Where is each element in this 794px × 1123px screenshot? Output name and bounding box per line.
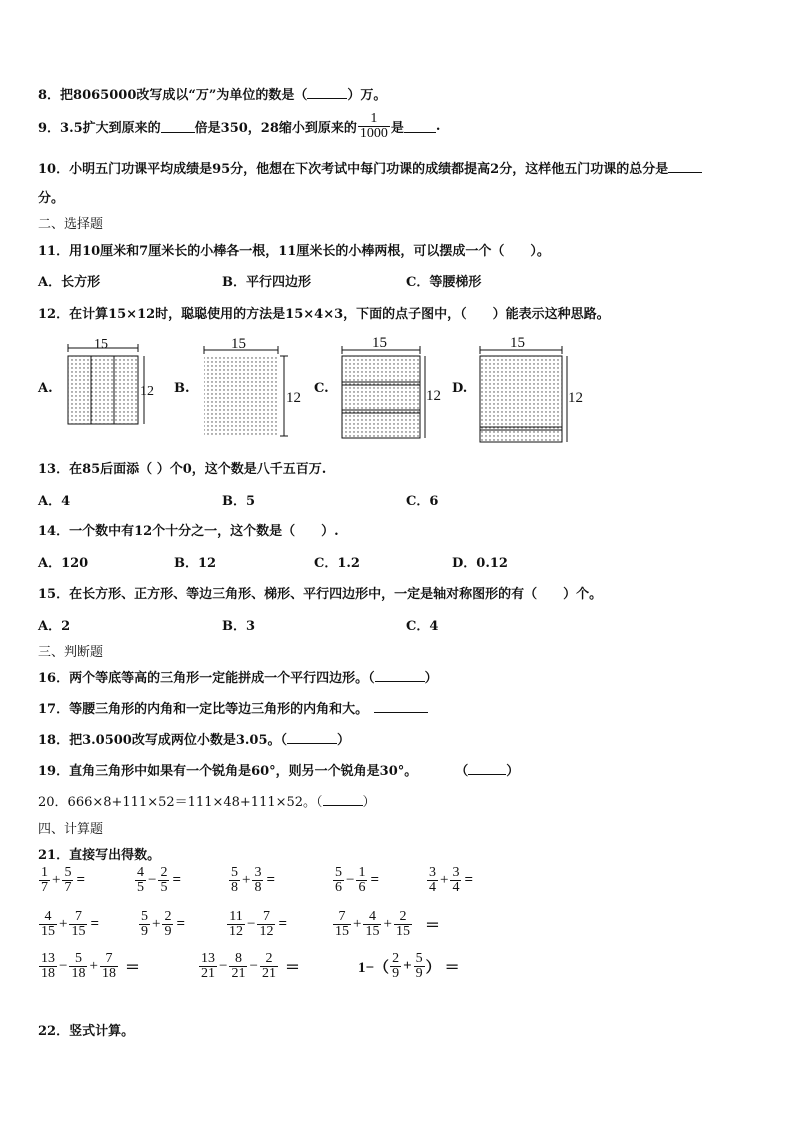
option-b[interactable]: B．3 [222,619,256,634]
answer-blank[interactable] [668,161,702,173]
dot-grid-figure-b[interactable] [198,332,310,444]
question-19: 19．直角三角形中如果有一个锐角是60°，则另一个锐角是30°。 （ ） [38,764,520,779]
option-b[interactable]: B. [174,381,190,396]
answer-blank[interactable] [161,121,195,133]
calc-expression: $\frac{13}{21}$ − $\frac{8}{21}$ − $\frac{2}{21}$ ＝ [201,951,300,981]
answer-blank[interactable] [287,732,337,744]
question-14: 14．一个数中有12个十分之一，这个数是（ ）. [38,524,339,539]
question-15: 15．在长方形、正方形、等边三角形、梯形、平行四边形中，一定是轴对称图形的有（ ）个。 [38,587,603,602]
calc-expression: $\frac{7}{15}$ + $\frac{4}{15}$ + $\frac{2}{15}$ ＝ [335,909,440,939]
answer-blank[interactable] [374,701,428,713]
answer-blank[interactable] [307,87,347,99]
question-18: 18．把3.0500改写成两位小数是3.05。（ ） [38,733,351,748]
option-d[interactable]: D. [452,381,468,396]
answer-blank[interactable] [323,794,363,806]
question-8: 8．把8065000改写成以“万”为单位的数是（ ）万。 [38,88,387,103]
calc-expression: $\frac{3}{4}$ + $\frac{3}{4}$ = [429,865,474,895]
question-20: 20．666×8+111×52＝111×48+111×52。（ ） [38,795,376,810]
answer-blank[interactable] [404,121,436,133]
option-b[interactable]: B．平行四边形 [222,275,311,290]
height-label: 12 [426,388,441,404]
calc-expression: $\frac{5}{8}$ + $\frac{3}{8}$ = [231,865,276,895]
option-a[interactable]: A．2 [38,619,71,634]
section-heading: 二、选择题 [38,217,104,232]
option-b[interactable]: B．12 [174,556,217,571]
option-c[interactable]: C．1.2 [314,556,360,571]
question-10: 10．小明五门功课平均成绩是95分，他想在下次考试中每门功课的成绩都提高2分，这样他五门功课的总分是 [38,158,702,177]
dot-grid-figure-c[interactable] [336,330,448,445]
calc-expression: $\frac{11}{12}$ − $\frac{7}{12}$ = [229,909,288,939]
answer-blank[interactable] [375,670,425,682]
question-17: 17．等腰三角形的内角和一定比等边三角形的内角和大。 [38,698,428,717]
question-9: 9．3.5扩大到原来的 倍是350，28缩小到原来的 $\frac{1}{1000}$ 是 . [38,111,441,141]
calc-expression: $\frac{5}{6}$ − $\frac{1}{6}$ = [335,865,380,895]
height-label: 12 [140,384,154,399]
calc-expression: $\frac{13}{18}$ − $\frac{5}{18}$ + $\frac{7}{18}$ ＝ [41,951,140,981]
option-c[interactable]: C．6 [406,494,439,509]
answer-blank[interactable] [468,763,506,775]
fraction: $\frac{1}{1000}$ [359,111,388,141]
option-a[interactable]: A．长方形 [38,275,101,290]
option-d[interactable]: D．0.12 [452,556,508,571]
option-a[interactable]: A．120 [38,556,89,571]
option-a[interactable]: A. [38,381,53,396]
option-b[interactable]: B．5 [222,494,256,509]
question-16: 16．两个等底等高的三角形一定能拼成一个平行四边形。（ ） [38,671,438,686]
calc-expression: $\frac{1}{7}$ + $\frac{5}{7}$ = [41,865,86,895]
height-label: 12 [286,390,301,406]
dot-grid-figure-d[interactable] [472,330,592,448]
question-11: 11．用10厘米和7厘米长的小棒各一根，11厘米长的小棒两根，可以摆成一个（ ）。 [38,244,550,259]
question-21: 21．直接写出得数。 [38,848,161,863]
width-label: 15 [94,338,108,352]
calc-expression: $\frac{4}{15}$ + $\frac{7}{15}$ = [41,909,100,939]
width-label: 15 [231,336,246,352]
dot-grid-figure-a[interactable] [62,338,162,438]
width-label: 15 [510,335,525,351]
option-c[interactable]: C．4 [406,619,439,634]
calc-expression: 1−（ $\frac{2}{9}$ + $\frac{5}{9}$ ） ＝ [358,951,460,981]
section-heading: 四、计算题 [38,822,104,837]
calc-expression: $\frac{4}{5}$ − $\frac{2}{5}$ = [137,865,182,895]
option-c[interactable]: C．等腰梯形 [406,275,482,290]
question-22: 22．竖式计算。 [38,1024,135,1039]
section-heading: 三、判断题 [38,645,104,660]
width-label: 15 [372,335,387,351]
question-10-cont: 分。 [38,191,65,206]
question-12: 12．在计算15×12时，聪聪使用的方法是15×4×3，下面的点子图中，（ ）能表示这种思路。 [38,307,610,322]
calc-expression: $\frac{5}{9}$ + $\frac{2}{9}$ = [141,909,186,939]
question-13: 13．在85后面添（ ）个0，这个数是八千五百万. [38,462,327,477]
option-c[interactable]: C. [314,381,329,396]
question-text: 8．把8065000改写成以“万”为单位的数是（ [38,88,308,103]
option-a[interactable]: A．4 [38,494,71,509]
height-label: 12 [568,390,583,406]
